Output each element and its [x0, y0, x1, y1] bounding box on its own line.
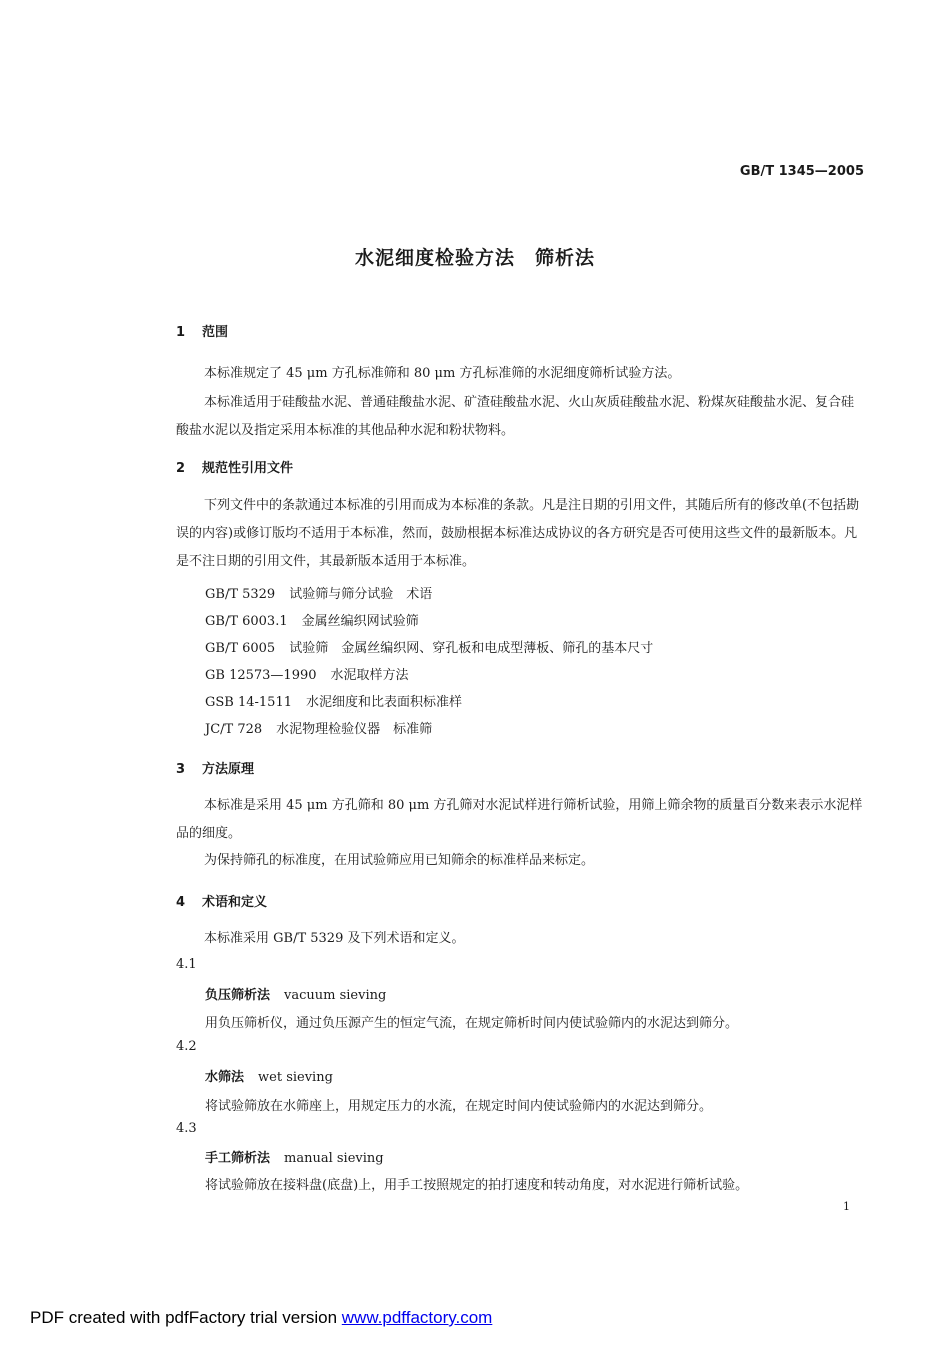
- term-zh: 负压筛析法: [205, 988, 271, 1003]
- reference-code: GB 12573—1990: [205, 668, 317, 683]
- standard-code: GB/T 1345—2005: [739, 164, 864, 179]
- reference-item: [205, 583, 432, 602]
- section-3-heading: [176, 758, 254, 777]
- term-definition: 将试验筛放在接料盘(底盘)上，用手工按照规定的拍打速度和转动角度，对水泥进行筛析试验。: [205, 1178, 749, 1193]
- page-number: 1: [843, 1200, 850, 1213]
- term-heading: [205, 1147, 384, 1166]
- section-1-heading: [176, 321, 228, 340]
- reference-name: 水泥细度和比表面积标准样: [306, 695, 463, 710]
- section-1-paragraph-2: 本标准适用于硅酸盐水泥、普通硅酸盐水泥、矿渣硅酸盐水泥、火山灰质硅酸盐水泥、粉煤灰硅酸盐水泥、复合硅酸盐水泥以及指定采用本标准的其他品种水泥和粉状物料。: [176, 395, 855, 438]
- section-title: 方法原理: [202, 762, 255, 777]
- term-definition: 将试验筛放在水筛座上，用规定压力的水流，在规定时间内使试验筛内的水泥达到筛分。: [205, 1099, 713, 1114]
- section-1-paragraph-1: 本标准规定了 45 μm 方孔标准筛和 80 μm 方孔标准筛的水泥细度筛析试验方法。: [204, 366, 681, 381]
- section-title: 规范性引用文件: [202, 461, 294, 476]
- reference-code: GB/T 5329: [205, 587, 276, 602]
- reference-name: 金属丝编织网试验筛: [301, 614, 419, 629]
- reference-name: 水泥物理检验仪器 标准筛: [276, 722, 433, 737]
- reference-code: GSB 14-1511: [205, 695, 292, 710]
- term-heading: [205, 984, 386, 1003]
- term-zh: 水筛法: [205, 1070, 245, 1085]
- section-3-paragraph-1: 本标准是采用 45 μm 方孔筛和 80 μm 方孔筛对水泥试样进行筛析试验，用筛上筛余物的质量百分数来表示水泥样品的细度。: [176, 798, 863, 841]
- section-title: 范围: [202, 325, 229, 340]
- reference-name: 试验筛 金属丝编织网、穿孔板和电成型薄板、筛孔的基本尺寸: [289, 641, 654, 656]
- term-en: wet sieving: [258, 1070, 333, 1085]
- term-number: 4.3: [176, 1121, 197, 1136]
- section-number: 2: [176, 461, 186, 476]
- term-number: 4.2: [176, 1039, 197, 1054]
- section-2-heading: [176, 457, 293, 476]
- reference-item: [205, 718, 432, 737]
- reference-name: 试验筛与筛分试验 术语: [289, 587, 433, 602]
- reference-item: [205, 610, 419, 629]
- term-en: manual sieving: [284, 1151, 384, 1166]
- reference-code: GB/T 6005: [205, 641, 276, 656]
- term-zh: 手工筛析法: [205, 1151, 271, 1166]
- reference-code: JC/T 728: [205, 722, 263, 737]
- document-title: 水泥细度检验方法 筛析法: [354, 247, 595, 269]
- footer-text: PDF created with pdfFactory trial version: [30, 1308, 342, 1327]
- section-title: 术语和定义: [202, 895, 268, 910]
- term-definition: 用负压筛析仪，通过负压源产生的恒定气流，在规定筛析时间内使试验筛内的水泥达到筛分。: [205, 1016, 739, 1031]
- reference-code: GB/T 6003.1: [205, 614, 288, 629]
- term-heading: [205, 1066, 333, 1085]
- term-en: vacuum sieving: [284, 988, 387, 1003]
- section-number: 1: [176, 325, 186, 340]
- reference-item: [205, 637, 653, 656]
- term-number: 4.1: [176, 957, 197, 972]
- section-3-paragraph-2: 为保持筛孔的标准度，在用试验筛应用已知筛余的标准样品来标定。: [204, 853, 595, 868]
- section-number: 3: [176, 762, 186, 777]
- footer-link[interactable]: www.pdffactory.com: [341, 1308, 493, 1327]
- section-4-heading: [176, 891, 267, 910]
- pdf-footer: [30, 1308, 492, 1328]
- section-4-paragraph-1: 本标准采用 GB/T 5329 及下列术语和定义。: [204, 931, 465, 946]
- reference-item: [205, 691, 462, 710]
- section-2-paragraph-1: 下列文件中的条款通过本标准的引用而成为本标准的条款。凡是注日期的引用文件，其随后所有的修改单(不包括勘误的内容)或修订版均不适用于本标准，然而，鼓励根据本标准达成协议的各方研究是否可使用这些文件的最新版本。凡是不注日期的引用文件，其最新版本适用于本标准。: [176, 498, 860, 569]
- reference-item: [205, 664, 409, 683]
- section-number: 4: [176, 895, 186, 910]
- reference-name: 水泥取样方法: [330, 668, 409, 683]
